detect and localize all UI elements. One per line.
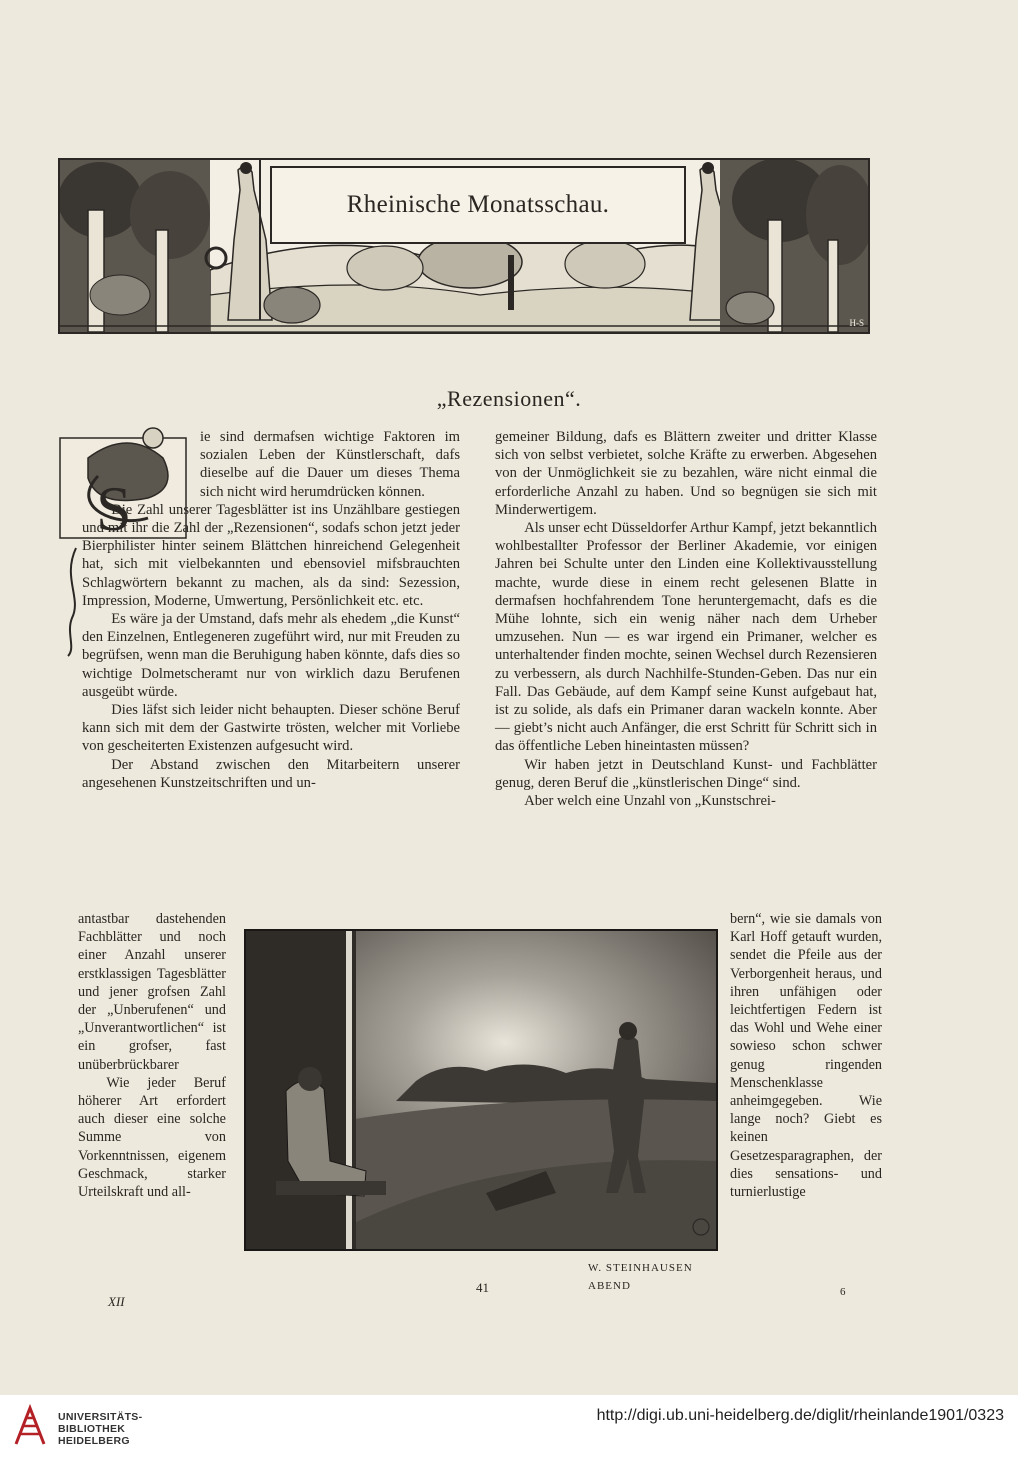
paragraph: Es wäre ja der Umstand, dafs mehr als ehedem „die Kunst“ den Einzelnen, Entlegeneren zugeführt wird, nur mit Freuden zu begrüfsen, wenn man die Beruhigung haben könnte, dafs dies so wichtige Dolmetscheramt nur von wirklich dazu Berufenen ausgeübt würde. xyxy=(82,611,460,700)
image-caption xyxy=(588,1259,693,1295)
paragraph: Wie jeder Beruf höherer Art erfordert auch dieser eine solche Summe von Vorkenntnissen, eigenem Geschmack, starker Urteilskraft und all- xyxy=(78,1074,226,1201)
paragraph: Aber welch eine Unzahl von „Kunstschrei- xyxy=(524,793,776,810)
caption-artist: W. STEINHAUSEN xyxy=(588,1262,693,1274)
library-name-line: BIBLIOTHEK xyxy=(58,1423,126,1435)
library-footer xyxy=(0,1395,1018,1468)
paragraph: Wir haben jetzt in Deutschland Kunst- und Fachblätter genug, deren Beruf die „künstlerischen Dinge“ sind. xyxy=(495,756,877,791)
header-banner xyxy=(58,158,870,334)
painting-illustration xyxy=(244,929,718,1251)
banner-title: Rheinische Monatsschau. xyxy=(346,191,610,218)
paragraph: Die Zahl unserer Tagesblätter ist ins Unzählbare gestiegen und mit ihr die Zahl der „Rezensionen“, sodafs schon jetzt jeder Bierphilister hinter seinem Blättchen hinreichend Gelegenheit hat, sich mit vielbekannten und ebensoviel mifsbrauchten Schlagwörtern bekannt zu machen, als da sind: Sezession, Impression, Moderne, Umwertung, Persönlichkeit etc. etc. xyxy=(82,501,460,609)
paragraph: bern“, wie sie damals von Karl Hoff getauft wurden, sendet die Pfeile aus der Verborgenheit heraus, und ihren unfähigen oder leichtfertigen Federn ist das Wohl und Wehe einer sowieso schon schwer genug ringenden Menschenklasse anheimgegeben. Wie lange noch? Giebt es keinen Gesetzesparagraphen, der dies sensations- und turnierlustige xyxy=(730,911,882,1201)
initial-letter: S xyxy=(96,473,132,544)
library-name[interactable] xyxy=(58,1411,142,1447)
library-name-line: HEIDELBERG xyxy=(58,1435,130,1447)
right-column-beside-image xyxy=(730,910,882,1201)
painting-evening-scene xyxy=(246,931,716,1249)
left-column-top xyxy=(82,428,460,792)
volume-number: XII xyxy=(108,1294,125,1309)
library-name-line: UNIVERSITÄTS- xyxy=(58,1411,143,1423)
university-library-logo-icon[interactable] xyxy=(12,1404,48,1448)
page-number: 41 xyxy=(476,1280,489,1295)
paragraph: ie sind dermafsen wichtige Faktoren im sozialen Leben der Künstlerschaft, dafs dieselbe auf die Dauer um dieses Thema sich nicht wird herumdrücken können. xyxy=(200,429,460,500)
artist-monogram: H-S xyxy=(849,318,864,328)
paragraph: antastbar dastehenden Fachblätter und noch einer Anzahl unserer erstklassigen Tagesblätter und jener grofsen Zahl der „Unberufenen“ und „Unverantwortlichen“ ist ein grofser, fast unüberbrückbarer xyxy=(78,911,226,1073)
paragraph: Der Abstand zwischen den Mitarbeitern unserer angesehenen Kunstzeitschriften und un- xyxy=(82,756,460,791)
caption-title: ABEND xyxy=(588,1280,631,1292)
source-url-link[interactable]: http://digi.ub.uni-heidelberg.de/diglit/rheinlande1901/0323 xyxy=(596,1407,1004,1424)
right-column-top xyxy=(495,428,877,810)
signature-mark: 6 xyxy=(840,1286,846,1298)
paragraph: gemeiner Bildung, dafs es Blättern zweiter und dritter Klasse sich von selbst verbietet, solche Kräfte zu erwerben. Abgesehen von der Unmöglichkeit sie zu bezahlen, wäre nicht einmal die erforderliche Anzahl zu haben. Und so begnügen sie sich mit Minderwertigem. xyxy=(495,429,877,518)
paragraph: Dies läfst sich leider nicht behaupten. Dieser schöne Beruf kann sich mit dem der Gastwirte trösten, welcher mit Vorliebe von gescheiterten Existenzen aufgesucht wird. xyxy=(82,702,460,755)
paragraph: Als unser echt Düsseldorfer Arthur Kampf, jetzt bekanntlich wohlbestallter Professor der Berliner Akademie, vor einigen Jahren bei Schulte unter den Linden eine Kollektivausstellung machte, wurde diese in einem recht gelesenen Blatte in dermafsen hochfahrendem Tone heruntergemacht, dafs es die Mühe lohnte, sich ein wenig näher nach dem Urheber umzusehen. Nun — es war irgend ein Primaner, welcher es unterhaltender finden mochte, seinen Wechsel durch Rezensieren zu verbessern, als durch Nachhilfe-Stunden-Geben. Das nur ein Fall. Das Gebäude, auf dem Kampf seine Kunst aufgebaut hat, ist zu solide, als dafs ein Primaner daran wackeln konnte. Aber — giebt’s nicht auch Anfänger, die erst Schritt für Schritt sich in das öffentliche Leben hineintasten müssen? xyxy=(495,520,877,755)
left-column-beside-image xyxy=(78,910,226,1201)
banner-title-box xyxy=(270,166,686,244)
article-title: „Rezensionen“. xyxy=(436,386,582,411)
